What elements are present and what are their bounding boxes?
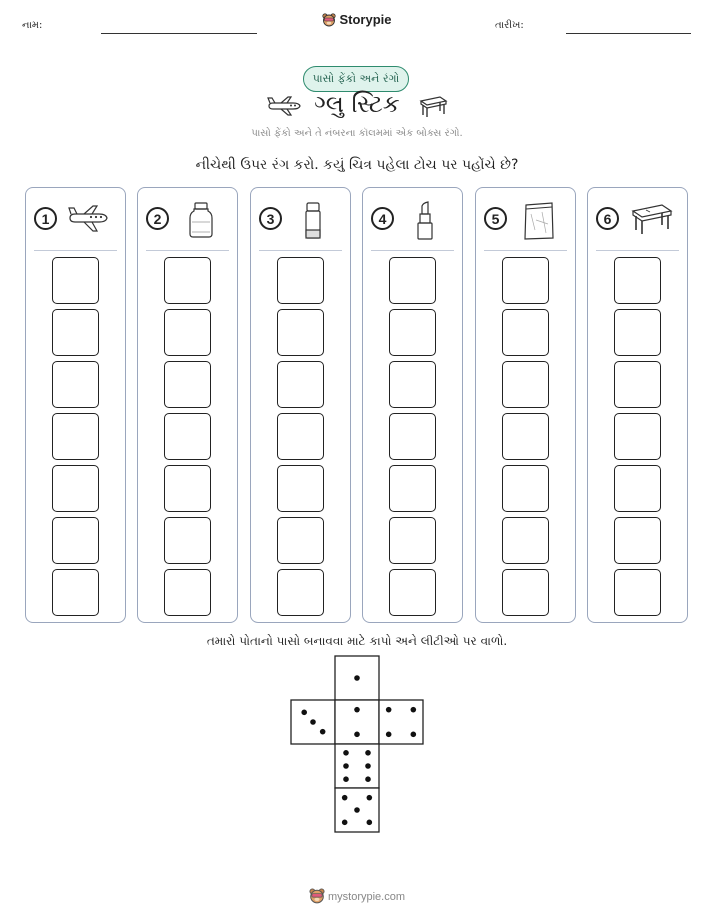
die-face xyxy=(335,700,379,744)
footer-site: mystorypie.com xyxy=(327,891,406,903)
column-number: 1 xyxy=(34,207,57,230)
die-pip xyxy=(411,732,417,738)
die-face xyxy=(379,700,423,744)
die-pip xyxy=(354,732,360,738)
die-pip xyxy=(365,750,371,756)
worksheet-question: નીચેથી ઉપર રંગ કરો. કયું ચિત્ર પહેલા ટોચ પર પહોંચે છે? xyxy=(195,157,519,173)
bear-logo-icon xyxy=(309,888,325,907)
die-pip xyxy=(301,710,307,716)
footer xyxy=(0,888,714,907)
die-pip xyxy=(354,707,360,713)
die-pip xyxy=(386,732,392,738)
die-pip xyxy=(343,750,349,756)
die-pip xyxy=(343,776,349,782)
die-pip xyxy=(386,707,392,713)
die-pip xyxy=(367,820,373,826)
die-pip xyxy=(365,763,371,769)
die-pip xyxy=(310,719,316,725)
column-number: 3 xyxy=(259,207,282,230)
die-pip xyxy=(354,807,360,813)
cut-instruction: તમારો પોતાનો પાસો બનાવવા માટે કાપો અને લીટીઓ પર વાળો. xyxy=(206,634,508,648)
die-pip xyxy=(354,675,360,681)
column-number: 5 xyxy=(484,207,507,230)
name-label: નામ: xyxy=(22,20,43,31)
worksheet-subtitle: પાસો ફેંકો અને તે નંબરના કૉલમમાં એક બોક્સ રંગો. xyxy=(251,128,463,139)
die-pip xyxy=(411,707,417,713)
die-pip xyxy=(343,763,349,769)
die-pip xyxy=(342,820,348,826)
worksheet-title: ગ્લુ સ્ટિક xyxy=(314,90,400,118)
die-face xyxy=(335,744,379,788)
column-number: 6 xyxy=(596,207,619,230)
brand-name: Storypie xyxy=(339,12,392,27)
die-pip xyxy=(367,795,373,801)
activity-pill: પાસો ફેંકો અને રંગો xyxy=(303,66,409,92)
die-pip xyxy=(320,729,326,735)
column-number: 2 xyxy=(146,207,169,230)
column-number: 4 xyxy=(371,207,394,230)
date-label: તારીખ: xyxy=(495,20,524,31)
die-pip xyxy=(365,776,371,782)
die-pip xyxy=(342,795,348,801)
